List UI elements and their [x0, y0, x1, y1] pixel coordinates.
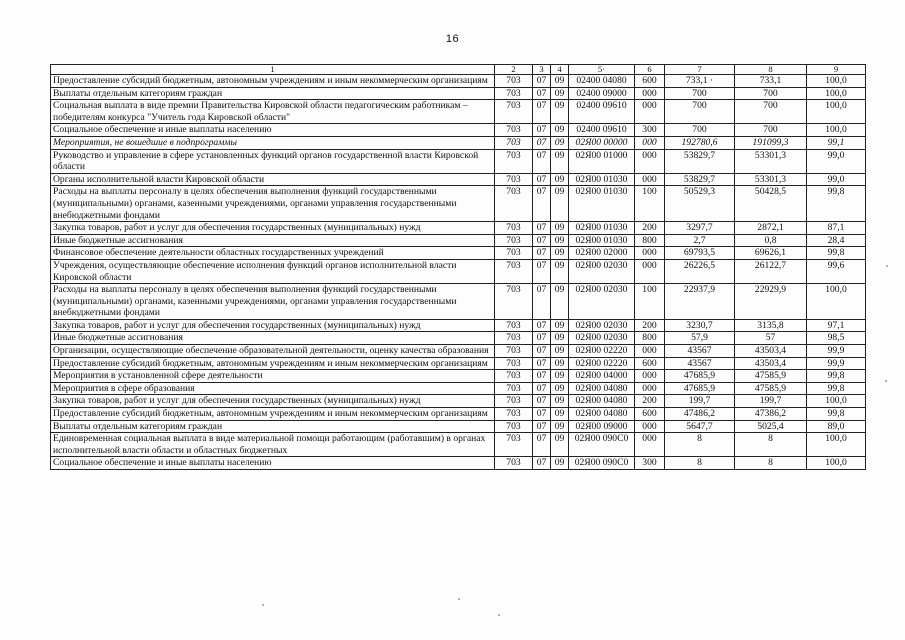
scan-speck: [458, 598, 460, 600]
planned-cell: 47685,9: [665, 370, 735, 383]
item-name-cell: Предоставление субсидий бюджетным, автономным учреждениям и иным некоммерческим организациям: [51, 357, 495, 370]
executed-cell: 50428,5: [735, 186, 807, 222]
subsection-cell: 09: [551, 259, 569, 283]
executed-cell: 8: [735, 457, 807, 470]
executed-cell: 199,7: [735, 395, 807, 408]
subsection-cell: 09: [551, 173, 569, 186]
executed-cell: 47585,9: [735, 382, 807, 395]
table-row: [51, 222, 866, 235]
percent-cell: 99,8: [807, 382, 866, 395]
subsection-cell: 09: [551, 100, 569, 124]
section-cell: 07: [533, 259, 551, 283]
planned-cell: 192780,6: [665, 136, 735, 149]
code-cell: 703: [495, 357, 533, 370]
executed-cell: 2872,1: [735, 222, 807, 235]
code-cell: 703: [495, 395, 533, 408]
executed-cell: 22929,9: [735, 284, 807, 320]
section-cell: 07: [533, 75, 551, 88]
subsection-cell: 09: [551, 420, 569, 433]
scan-speck: [885, 380, 887, 382]
code-cell: 703: [495, 149, 533, 173]
scan-speck: [886, 265, 888, 267]
item-name-cell: Социальная выплата в виде премии Правительства Кировской области педагогическим работникам – победителям конкурса "Учитель года Кировской области": [51, 100, 495, 124]
section-cell: 07: [533, 234, 551, 247]
budget-table: [50, 64, 866, 470]
table-row: [51, 149, 866, 173]
percent-cell: 87,1: [807, 222, 866, 235]
expense-type-cell: 600: [635, 408, 665, 421]
expense-type-cell: 000: [635, 345, 665, 358]
percent-cell: 99,8: [807, 186, 866, 222]
planned-cell: 53829,7: [665, 173, 735, 186]
code-cell: 703: [495, 247, 533, 260]
target-article-cell: 02Я00 01000: [569, 149, 635, 173]
target-article-cell: 02Я00 02030: [569, 259, 635, 283]
table-row: [51, 87, 866, 100]
executed-cell: 47386,2: [735, 408, 807, 421]
column-header: 2: [495, 65, 533, 75]
target-article-cell: 02Я00 04080: [569, 382, 635, 395]
section-cell: 07: [533, 247, 551, 260]
expense-type-cell: 000: [635, 259, 665, 283]
expense-type-cell: 200: [635, 319, 665, 332]
executed-cell: 57: [735, 332, 807, 345]
subsection-cell: 09: [551, 408, 569, 421]
planned-cell: 8: [665, 433, 735, 457]
column-header: 7: [665, 65, 735, 75]
executed-cell: 47585,9: [735, 370, 807, 383]
expense-type-cell: 000: [635, 382, 665, 395]
table-row: [51, 457, 866, 470]
executed-cell: 69626,1: [735, 247, 807, 260]
code-cell: 703: [495, 382, 533, 395]
item-name-cell: Мероприятия, не вошедшие в подпрограммы: [51, 136, 495, 149]
page-number: 16: [445, 33, 460, 45]
item-name-cell: Мероприятия в сфере образования: [51, 382, 495, 395]
planned-cell: 700: [665, 100, 735, 124]
section-cell: 07: [533, 433, 551, 457]
subsection-cell: 09: [551, 75, 569, 88]
code-cell: 703: [495, 124, 533, 137]
expense-type-cell: 800: [635, 234, 665, 247]
item-name-cell: Предоставление субсидий бюджетным, автономным учреждениям и иным некоммерческим организациям: [51, 75, 495, 88]
expense-type-cell: 100: [635, 186, 665, 222]
table-row: [51, 247, 866, 260]
code-cell: 703: [495, 332, 533, 345]
planned-cell: 8: [665, 457, 735, 470]
planned-cell: 733,1 ·: [665, 75, 735, 88]
section-cell: 07: [533, 395, 551, 408]
target-article-cell: 02400 04080: [569, 75, 635, 88]
expense-type-cell: 000: [635, 100, 665, 124]
code-cell: 703: [495, 433, 533, 457]
table-row: [51, 234, 866, 247]
executed-cell: 43503,4: [735, 357, 807, 370]
expense-type-cell: 000: [635, 420, 665, 433]
target-article-cell: 02Я00 02000: [569, 247, 635, 260]
planned-cell: 5647,7: [665, 420, 735, 433]
code-cell: 703: [495, 420, 533, 433]
scan-speck: [262, 604, 264, 606]
section-cell: 07: [533, 457, 551, 470]
planned-cell: 3297,7: [665, 222, 735, 235]
subsection-cell: 09: [551, 382, 569, 395]
table-row: [51, 100, 866, 124]
table-row: [51, 124, 866, 137]
code-cell: 703: [495, 173, 533, 186]
code-cell: 703: [495, 319, 533, 332]
percent-cell: 99,0: [807, 173, 866, 186]
section-cell: 07: [533, 149, 551, 173]
code-cell: 703: [495, 234, 533, 247]
target-article-cell: 02Я00 02030: [569, 332, 635, 345]
percent-cell: 99,0: [807, 149, 866, 173]
executed-cell: 8: [735, 433, 807, 457]
table-row: [51, 332, 866, 345]
target-article-cell: 02Я00 090С0: [569, 457, 635, 470]
table-body: [51, 75, 866, 470]
column-header: 4: [551, 65, 569, 75]
code-cell: 703: [495, 284, 533, 320]
section-cell: 07: [533, 370, 551, 383]
item-name-cell: Закупка товаров, работ и услуг для обеспечения государственных (муниципальных) нужд: [51, 395, 495, 408]
percent-cell: 100,0: [807, 87, 866, 100]
column-header: 1: [51, 65, 495, 75]
table-row: [51, 284, 866, 320]
executed-cell: 3135,8: [735, 319, 807, 332]
percent-cell: 28,4: [807, 234, 866, 247]
planned-cell: 47486,2: [665, 408, 735, 421]
table-row: [51, 357, 866, 370]
code-cell: 703: [495, 87, 533, 100]
subsection-cell: 09: [551, 222, 569, 235]
table-row: [51, 173, 866, 186]
item-name-cell: Органы исполнительной власти Кировской области: [51, 173, 495, 186]
table-row: [51, 319, 866, 332]
item-name-cell: Мероприятия в установленной сфере деятельности: [51, 370, 495, 383]
target-article-cell: 02400 09610: [569, 100, 635, 124]
table-row: [51, 420, 866, 433]
table-row: [51, 75, 866, 88]
planned-cell: 50529,3: [665, 186, 735, 222]
expense-type-cell: 000: [635, 433, 665, 457]
table-row: [51, 395, 866, 408]
scan-speck: [498, 614, 500, 616]
expense-type-cell: 800: [635, 332, 665, 345]
code-cell: 703: [495, 345, 533, 358]
subsection-cell: 09: [551, 319, 569, 332]
code-cell: 703: [495, 186, 533, 222]
expense-type-cell: 200: [635, 222, 665, 235]
item-name-cell: Выплаты отдельным категориям граждан: [51, 420, 495, 433]
target-article-cell: 02Я00 00000: [569, 136, 635, 149]
percent-cell: 100,0: [807, 124, 866, 137]
item-name-cell: Расходы на выплаты персоналу в целях обеспечения выполнения функций государственными (муниципальными) органами, казенными учреждениями, органами управления государственными внебюджетными фондами: [51, 284, 495, 320]
subsection-cell: 09: [551, 395, 569, 408]
expense-type-cell: 000: [635, 149, 665, 173]
target-article-cell: 02Я00 01030: [569, 173, 635, 186]
target-article-cell: 02Я00 02220: [569, 357, 635, 370]
section-cell: 07: [533, 124, 551, 137]
section-cell: 07: [533, 357, 551, 370]
code-cell: 703: [495, 259, 533, 283]
percent-cell: 89,0: [807, 420, 866, 433]
percent-cell: 99,1: [807, 136, 866, 149]
section-cell: 07: [533, 382, 551, 395]
item-name-cell: Иные бюджетные ассигнования: [51, 332, 495, 345]
target-article-cell: 02Я00 090С0: [569, 433, 635, 457]
column-header: 8: [735, 65, 807, 75]
target-article-cell: 02Я00 02030: [569, 284, 635, 320]
percent-cell: 97,1: [807, 319, 866, 332]
planned-cell: 53829,7: [665, 149, 735, 173]
code-cell: 703: [495, 222, 533, 235]
subsection-cell: 09: [551, 186, 569, 222]
planned-cell: 57,9: [665, 332, 735, 345]
expense-type-cell: 000: [635, 247, 665, 260]
percent-cell: 99,8: [807, 370, 866, 383]
item-name-cell: Учреждения, осуществляющие обеспечение исполнения функций органов исполнительной власти Кировской области: [51, 259, 495, 283]
target-article-cell: 02Я00 04000: [569, 370, 635, 383]
executed-cell: 700: [735, 124, 807, 137]
target-article-cell: 02Я00 02030: [569, 319, 635, 332]
item-name-cell: Закупка товаров, работ и услуг для обеспечения государственных (муниципальных) нужд: [51, 319, 495, 332]
expense-type-cell: 000: [635, 136, 665, 149]
percent-cell: 100,0: [807, 433, 866, 457]
percent-cell: 100,0: [807, 457, 866, 470]
subsection-cell: 09: [551, 345, 569, 358]
header-row: [51, 65, 866, 75]
subsection-cell: 09: [551, 234, 569, 247]
percent-cell: 99,6: [807, 259, 866, 283]
target-article-cell: 02Я00 01030: [569, 234, 635, 247]
planned-cell: 43567: [665, 345, 735, 358]
section-cell: 07: [533, 100, 551, 124]
planned-cell: 26226,5: [665, 259, 735, 283]
code-cell: 703: [495, 408, 533, 421]
subsection-cell: 09: [551, 136, 569, 149]
subsection-cell: 09: [551, 124, 569, 137]
expense-type-cell: 300: [635, 124, 665, 137]
planned-cell: 199,7: [665, 395, 735, 408]
section-cell: 07: [533, 186, 551, 222]
table-row: [51, 345, 866, 358]
planned-cell: 700: [665, 87, 735, 100]
section-cell: 07: [533, 332, 551, 345]
section-cell: 07: [533, 173, 551, 186]
percent-cell: 100,0: [807, 395, 866, 408]
item-name-cell: Иные бюджетные ассигнования: [51, 234, 495, 247]
executed-cell: 43503,4: [735, 345, 807, 358]
item-name-cell: Финансовое обеспечение деятельности областных государственных учреждений: [51, 247, 495, 260]
section-cell: 07: [533, 420, 551, 433]
expense-type-cell: 200: [635, 395, 665, 408]
code-cell: 703: [495, 136, 533, 149]
item-name-cell: Закупка товаров, работ и услуг для обеспечения государственных (муниципальных) нужд: [51, 222, 495, 235]
executed-cell: 191099,3: [735, 136, 807, 149]
target-article-cell: 02Я00 01030: [569, 186, 635, 222]
table-row: [51, 186, 866, 222]
item-name-cell: Социальное обеспечение и иные выплаты населению: [51, 124, 495, 137]
code-cell: 703: [495, 457, 533, 470]
percent-cell: 99,9: [807, 357, 866, 370]
expense-type-cell: 000: [635, 173, 665, 186]
subsection-cell: 09: [551, 433, 569, 457]
target-article-cell: 02400 09000: [569, 87, 635, 100]
percent-cell: 99,8: [807, 408, 866, 421]
target-article-cell: 02Я00 04080: [569, 395, 635, 408]
section-cell: 07: [533, 87, 551, 100]
table-row: [51, 259, 866, 283]
section-cell: 07: [533, 345, 551, 358]
expense-type-cell: 000: [635, 87, 665, 100]
target-article-cell: 02Я00 09000: [569, 420, 635, 433]
item-name-cell: Расходы на выплаты персоналу в целях обеспечения выполнения функций государственными (муниципальными) органами, казенными учреждениями, органами управления государственными внебюджетными фондами: [51, 186, 495, 222]
code-cell: 703: [495, 370, 533, 383]
subsection-cell: 09: [551, 284, 569, 320]
expense-type-cell: 300: [635, 457, 665, 470]
executed-cell: 5025,4: [735, 420, 807, 433]
column-header: 9: [807, 65, 866, 75]
section-cell: 07: [533, 222, 551, 235]
executed-cell: 0,8: [735, 234, 807, 247]
executed-cell: 26122,7: [735, 259, 807, 283]
executed-cell: 53301,3: [735, 149, 807, 173]
executed-cell: 700: [735, 100, 807, 124]
item-name-cell: Предоставление субсидий бюджетным, автономным учреждениям и иным некоммерческим организациям: [51, 408, 495, 421]
table-row: [51, 136, 866, 149]
code-cell: 703: [495, 100, 533, 124]
planned-cell: 22937,9: [665, 284, 735, 320]
subsection-cell: 09: [551, 370, 569, 383]
percent-cell: 100,0: [807, 100, 866, 124]
planned-cell: 69793,5: [665, 247, 735, 260]
item-name-cell: Единовременная социальная выплата в виде материальной помощи работающим (работавшим) в органах исполнительной власти области и областных бюджетных: [51, 433, 495, 457]
item-name-cell: Выплаты отдельным категориям граждан: [51, 87, 495, 100]
planned-cell: 43567: [665, 357, 735, 370]
planned-cell: 2,7: [665, 234, 735, 247]
subsection-cell: 09: [551, 357, 569, 370]
section-cell: 07: [533, 136, 551, 149]
subsection-cell: 09: [551, 247, 569, 260]
item-name-cell: Организации, осуществляющие обеспечение образовательной деятельности, оценку качества образования: [51, 345, 495, 358]
percent-cell: 100,0: [807, 284, 866, 320]
item-name-cell: Руководство и управление в сфере установленных функций органов государственной власти Кировской области: [51, 149, 495, 173]
item-name-cell: Социальное обеспечение и иные выплаты населению: [51, 457, 495, 470]
subsection-cell: 09: [551, 457, 569, 470]
executed-cell: 53301,3: [735, 173, 807, 186]
column-header: 3: [533, 65, 551, 75]
target-article-cell: 02400 09610: [569, 124, 635, 137]
percent-cell: 99,8: [807, 247, 866, 260]
subsection-cell: 09: [551, 87, 569, 100]
subsection-cell: 09: [551, 149, 569, 173]
code-cell: 703: [495, 75, 533, 88]
planned-cell: 3230,7: [665, 319, 735, 332]
expense-type-cell: 600: [635, 357, 665, 370]
section-cell: 07: [533, 408, 551, 421]
percent-cell: 99,9: [807, 345, 866, 358]
table-row: [51, 408, 866, 421]
executed-cell: 733,1: [735, 75, 807, 88]
expense-type-cell: 600: [635, 75, 665, 88]
percent-cell: 98,5: [807, 332, 866, 345]
target-article-cell: 02Я00 01030: [569, 222, 635, 235]
table-row: [51, 433, 866, 457]
table-row: [51, 370, 866, 383]
percent-cell: 100,0: [807, 75, 866, 88]
executed-cell: 700: [735, 87, 807, 100]
table-row: [51, 382, 866, 395]
planned-cell: 47685,9: [665, 382, 735, 395]
expense-type-cell: 100: [635, 284, 665, 320]
planned-cell: 700: [665, 124, 735, 137]
section-cell: 07: [533, 284, 551, 320]
section-cell: 07: [533, 319, 551, 332]
subsection-cell: 09: [551, 332, 569, 345]
expense-type-cell: 000: [635, 370, 665, 383]
target-article-cell: 02Я00 04080: [569, 408, 635, 421]
target-article-cell: 02Я00 02220: [569, 345, 635, 358]
column-header: 6: [635, 65, 665, 75]
column-header: 5·: [569, 65, 635, 75]
